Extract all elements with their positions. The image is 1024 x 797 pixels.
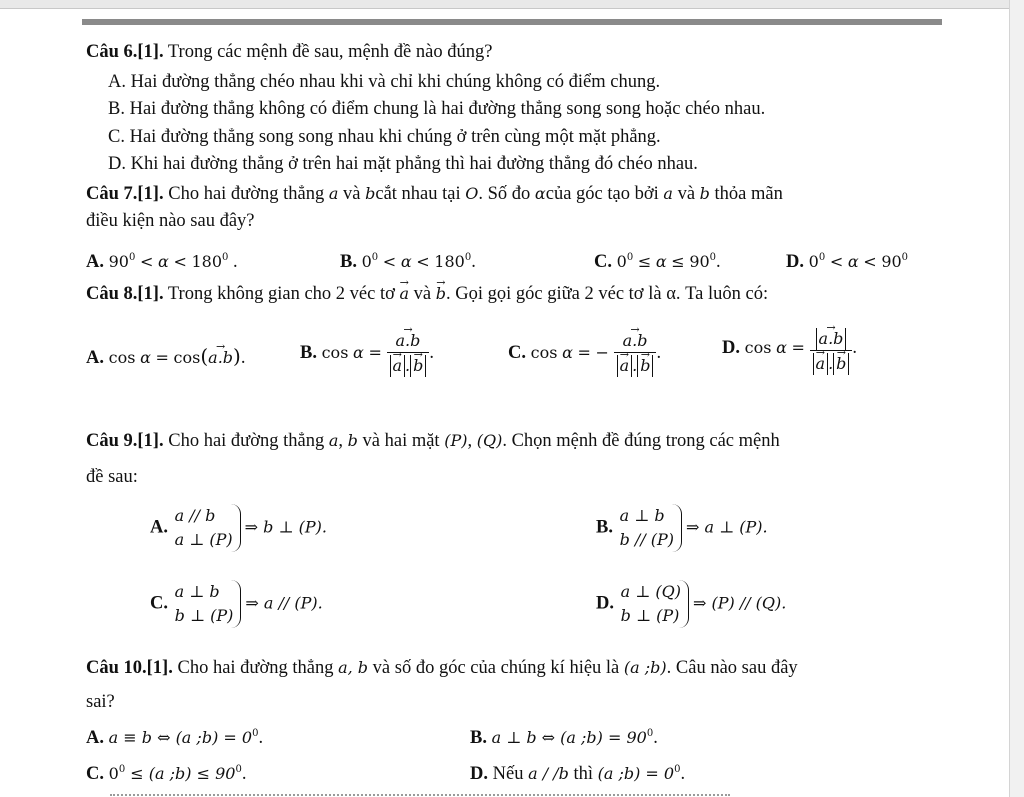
- condition: b ⊥ (P): [620, 606, 680, 625]
- q6-text: Trong các mệnh đề sau, mệnh đề nào đúng?: [167, 42, 493, 62]
- cos: cos: [173, 348, 201, 367]
- q8-option-c: [508, 330, 661, 377]
- abs-a: → a: [390, 355, 406, 377]
- option-key: D.: [786, 252, 804, 272]
- fraction: [387, 330, 430, 377]
- option-text: Hai đường thẳng chéo nhau khi và chỉ khi chúng không có điểm chung.: [130, 72, 661, 92]
- q7-text: thỏa mãn: [714, 184, 783, 204]
- q7-option-c: [594, 246, 721, 274]
- paren: ): [233, 344, 241, 368]
- condition: a // b: [174, 506, 216, 525]
- q8-option-b: [300, 330, 434, 377]
- vector-ab: → a.b: [208, 346, 233, 370]
- degree: 0: [118, 764, 126, 775]
- cut-off-next-line: [110, 789, 730, 797]
- dot: .: [828, 354, 834, 373]
- alpha: α: [562, 342, 573, 362]
- alpha: α: [655, 252, 667, 271]
- period: .: [258, 728, 264, 748]
- value: 180: [434, 252, 465, 271]
- equals: =: [577, 342, 591, 362]
- numerator-abs: → a.b: [816, 328, 847, 350]
- fraction: [810, 322, 853, 375]
- var-b: b: [365, 184, 376, 203]
- value: 0: [108, 764, 119, 783]
- option-text: Hai đường thẳng song song nhau khi chúng ở trên cùng một mặt phẳng.: [129, 127, 661, 147]
- degree: 0: [371, 252, 379, 263]
- q7-option-d: [786, 246, 908, 274]
- q7-text: . Số đo: [478, 184, 531, 204]
- alpha: α: [158, 252, 169, 271]
- vector-b: → b: [436, 282, 446, 306]
- option-key: A.: [108, 72, 126, 92]
- option-key: C.: [86, 764, 104, 784]
- period: .: [233, 252, 238, 272]
- option-key: B.: [596, 517, 613, 538]
- browser-top-bar: [0, 0, 1024, 9]
- abs-a: → a: [813, 353, 829, 375]
- dot: .: [632, 356, 638, 375]
- alpha: α: [776, 337, 787, 357]
- period: .: [716, 252, 721, 272]
- relation: <: [173, 252, 187, 271]
- period: .: [240, 348, 246, 368]
- abs-a: → a: [617, 355, 633, 377]
- condition: a ⊥ b: [174, 582, 220, 601]
- plane-p: (P): [444, 431, 468, 450]
- condition: a ⊥ b: [619, 506, 665, 525]
- value: 90: [689, 252, 710, 271]
- condition-system: [618, 504, 682, 552]
- condition: a ⊥ (P): [174, 530, 233, 549]
- option-key: B.: [470, 728, 487, 748]
- q8-option-d: [722, 322, 857, 375]
- result: ⇒ (P) // (Q).: [692, 593, 787, 613]
- numerator: → a.b: [396, 330, 421, 352]
- q10-option-c: [86, 758, 246, 786]
- q6-question: [86, 40, 492, 64]
- option-key: C.: [594, 252, 612, 272]
- condition: b ⊥ (P): [174, 606, 234, 625]
- alpha: α: [534, 184, 546, 203]
- expression: a ≡ b ⇔ (a ;b) = 0: [108, 728, 253, 747]
- degree: 0: [222, 252, 229, 263]
- period: .: [471, 252, 476, 272]
- fraction: [614, 330, 657, 377]
- degree: 0: [464, 252, 472, 263]
- q9-question: [86, 429, 780, 453]
- numerator: → a.b: [623, 330, 648, 352]
- q8-label: Câu 8.[1].: [86, 284, 164, 304]
- cos: cos: [530, 342, 558, 362]
- result: ⇒ b ⊥ (P).: [244, 517, 327, 537]
- option-key: D.: [722, 337, 740, 358]
- equals: =: [791, 337, 805, 357]
- degree: 0: [818, 252, 826, 263]
- option-key: D.: [596, 593, 614, 614]
- q10-text: và số đo góc của chúng kí hiệu là: [372, 658, 620, 678]
- relation: <: [829, 252, 844, 271]
- word-then: thì: [573, 764, 593, 784]
- period: .: [680, 764, 686, 784]
- q10-text: Cho hai đường thẳng: [177, 658, 334, 678]
- option-key: C.: [508, 342, 526, 363]
- q9-option-c: [150, 580, 323, 628]
- q9-text: Cho hai đường thẳng: [168, 431, 325, 451]
- period: .: [656, 342, 662, 363]
- degree: 0: [128, 252, 136, 263]
- word-and: và: [413, 284, 432, 304]
- plane-q: (Q): [476, 431, 503, 450]
- cos: cos: [108, 348, 136, 367]
- relation: ≤: [671, 252, 685, 271]
- value: 0: [361, 252, 372, 271]
- comma: ,: [338, 431, 344, 451]
- angle-notation: (a ;b): [623, 658, 667, 677]
- q7-text: của góc tạo bởi: [545, 184, 659, 204]
- option-key: C.: [150, 593, 168, 614]
- var-a: a: [663, 184, 673, 203]
- q9-question-line2: đề sau:: [86, 467, 138, 487]
- relation: <: [863, 252, 877, 271]
- q6-option-a: [108, 70, 660, 94]
- q10-text: . Câu nào sau đây: [666, 658, 798, 678]
- header-rule: [82, 19, 942, 25]
- value: 90: [881, 252, 902, 271]
- q9-option-a: [150, 504, 327, 552]
- condition-system: [619, 580, 689, 628]
- result: ⇒ a // (P).: [245, 593, 323, 613]
- q8-text: Trong không gian cho 2 véc tơ: [167, 284, 395, 304]
- word-and: và: [677, 184, 696, 204]
- q9-option-b: [596, 504, 768, 552]
- option-text: Hai đường thẳng không có điểm chung là hai đường thẳng song song hoặc chéo nhau.: [129, 99, 766, 119]
- point-o: O: [465, 184, 479, 203]
- option-key: B.: [340, 252, 357, 272]
- q8-option-a: [86, 344, 245, 370]
- degree: 0: [674, 764, 681, 775]
- period: .: [241, 764, 247, 784]
- relation: <: [416, 252, 430, 271]
- alpha: α: [353, 342, 364, 362]
- q8-text: . Gọi gọi góc giữa 2 véc tơ là α. Ta luôn có:: [446, 284, 769, 304]
- q6-option-c: [108, 125, 661, 149]
- option-key: C.: [108, 127, 125, 147]
- equals: =: [155, 348, 169, 367]
- q10-question: [86, 656, 798, 680]
- period: .: [429, 342, 435, 363]
- alpha: α: [400, 252, 412, 271]
- relation: ≤: [637, 252, 652, 271]
- period: .: [653, 728, 658, 748]
- minus: −: [595, 342, 609, 362]
- option-text: Khi hai đường thẳng ở trên hai mặt phẳng thì hai đường thẳng đó chéo nhau.: [130, 154, 698, 174]
- relation: <: [382, 252, 397, 271]
- word-if: Nếu: [492, 764, 524, 784]
- q6-label: Câu 6.[1].: [86, 42, 164, 62]
- q9-label: Câu 9.[1].: [86, 431, 164, 451]
- option-key: A.: [86, 252, 104, 272]
- condition: a ⊥ (Q): [620, 582, 681, 601]
- q6-option-b: [108, 97, 765, 121]
- q10-label: Câu 10.[1].: [86, 658, 173, 678]
- q9-text: và hai mặt: [362, 431, 440, 451]
- value: 0: [808, 252, 819, 271]
- q7-text: Cho hai đường thẳng: [168, 184, 325, 204]
- var-a: a: [328, 184, 339, 203]
- result: ⇒ a ⊥ (P).: [686, 517, 768, 537]
- relation: <: [139, 252, 154, 271]
- option-key: A.: [86, 348, 104, 368]
- comma: ,: [467, 431, 473, 451]
- q7-question-line2: điều kiện nào sau đây?: [86, 211, 255, 231]
- expression: a ⊥ b ⇔ (a ;b) = 90: [491, 728, 647, 747]
- q7-option-a: [86, 246, 238, 274]
- q7-question: [86, 182, 783, 206]
- alpha: α: [847, 252, 859, 271]
- abs-b: → b: [410, 355, 426, 377]
- q10-option-a: [86, 722, 263, 750]
- q9-option-d: [596, 580, 786, 628]
- degree: 0: [626, 252, 634, 263]
- degree: 0: [646, 728, 654, 739]
- vars-ab: a, b: [338, 658, 369, 677]
- q10-option-d: [470, 758, 685, 786]
- expression: a / /b: [528, 764, 569, 783]
- abs-b: → b: [637, 355, 653, 377]
- option-key: B.: [108, 99, 125, 119]
- option-key: D.: [470, 764, 488, 784]
- vector-a: → a: [400, 282, 410, 306]
- condition-system: [173, 504, 241, 552]
- option-key: D.: [108, 154, 126, 174]
- degree: 0: [252, 728, 259, 739]
- word-and: và: [343, 184, 361, 204]
- q6-option-d: [108, 152, 698, 176]
- scrollbar-track[interactable]: [1009, 0, 1024, 797]
- expression: (a ;b) = 0: [597, 764, 675, 783]
- var-b: b: [347, 431, 358, 450]
- var-b: b: [699, 184, 710, 203]
- condition-system: [173, 580, 242, 628]
- option-key: B.: [300, 342, 317, 363]
- equals: =: [368, 342, 382, 362]
- q10-option-b: [470, 722, 658, 750]
- abs-b: → b: [833, 353, 849, 375]
- alpha: α: [140, 348, 151, 367]
- q10-question-line2: sai?: [86, 692, 115, 712]
- value: 180: [191, 252, 223, 271]
- expression: ≤ (a ;b) ≤ 90: [125, 764, 236, 783]
- paren: (: [200, 344, 209, 368]
- cos: cos: [321, 342, 349, 362]
- period: .: [852, 337, 858, 358]
- q7-option-b: [340, 246, 476, 274]
- var-a: a: [328, 431, 339, 450]
- option-key: A.: [86, 728, 104, 748]
- q7-label: Câu 7.[1].: [86, 184, 164, 204]
- q9-text: . Chọn mệnh đề đúng trong các mệnh: [502, 431, 780, 451]
- q7-text: cắt nhau tại: [375, 184, 461, 204]
- degree: 0: [709, 252, 717, 263]
- dot: .: [405, 356, 411, 375]
- condition: b // (P): [619, 530, 675, 549]
- value: 0: [616, 252, 627, 271]
- value: 90: [108, 252, 129, 271]
- option-key: A.: [150, 517, 168, 538]
- q8-question: [86, 282, 768, 306]
- cos: cos: [744, 337, 772, 357]
- degree: 0: [235, 764, 242, 775]
- degree: 0: [901, 252, 909, 263]
